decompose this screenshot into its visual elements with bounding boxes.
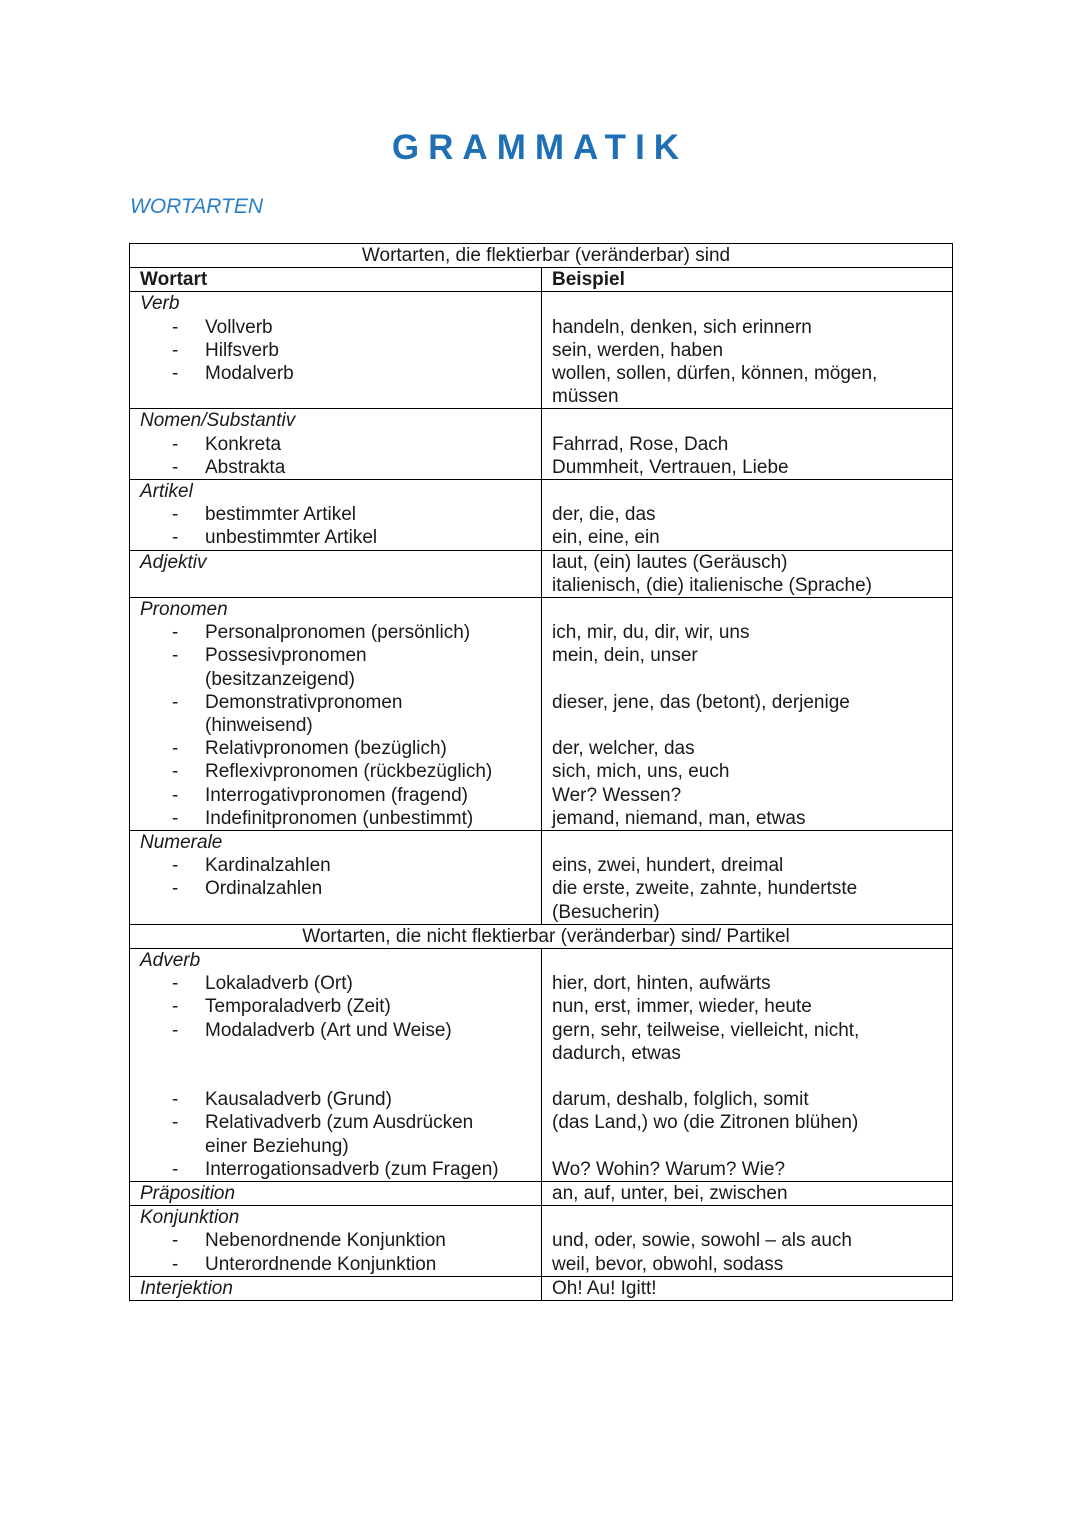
subitem-term <box>140 1019 541 1042</box>
term-text: Kardinalzahlen <box>205 855 331 877</box>
list-dash: - <box>172 527 179 549</box>
spacer <box>552 668 952 691</box>
example-line: laut, (ein) lautes (Geräusch) <box>552 551 788 573</box>
example-line: weil, bevor, obwohl, sodass <box>552 1253 784 1275</box>
group-row <box>130 831 953 925</box>
term-text: Konkreta <box>205 433 282 455</box>
example-line: ich, mir, du, dir, wir, uns <box>552 622 750 644</box>
term-text: Demonstrativpronomen <box>205 691 403 713</box>
term-text: Nebenordnende Konjunktion <box>205 1230 446 1252</box>
beispiel-cell <box>542 1276 953 1300</box>
term-text: Relativadverb (zum Ausdrücken <box>205 1112 474 1134</box>
spacer <box>552 1065 952 1088</box>
header-wortart: Wortart <box>130 268 542 292</box>
term-text: Abstrakta <box>205 456 286 478</box>
list-dash: - <box>172 1253 179 1275</box>
term-text: Ordinalzahlen <box>205 878 323 900</box>
wortart-cell <box>130 831 542 925</box>
beispiel-cell <box>542 409 953 480</box>
beispiel-cell <box>542 949 953 1182</box>
example-line: (das Land,) wo (die Zitronen blühen) <box>552 1112 859 1134</box>
subitem-term <box>140 877 541 900</box>
category-label: Präposition <box>140 1183 236 1205</box>
subitem-term <box>140 854 541 877</box>
subitem-term <box>140 621 541 644</box>
category-label: Adverb <box>140 950 201 972</box>
group-row <box>130 409 953 480</box>
list-dash: - <box>172 456 179 478</box>
subitem-term <box>140 1253 541 1276</box>
term-text: Possesivpronomen <box>205 645 367 667</box>
banner-row-nonflex <box>130 924 953 948</box>
example-line: Fahrrad, Rose, Dach <box>552 433 729 455</box>
spacer <box>552 598 952 621</box>
beispiel-cell <box>542 292 953 409</box>
list-dash: - <box>172 855 179 877</box>
example-line: der, welcher, das <box>552 738 695 760</box>
example-line: handeln, denken, sich erinnern <box>552 316 812 338</box>
term-text: Modaladverb (Art und Weise) <box>205 1019 452 1041</box>
subitem-term <box>140 972 541 995</box>
example-line: sein, werden, haben <box>552 339 724 361</box>
example-line: ein, eine, ein <box>552 527 660 549</box>
subitem-term <box>140 362 541 385</box>
beispiel-cell <box>542 598 953 831</box>
term-text: Lokaladverb (Ort) <box>205 973 353 995</box>
beispiel-cell <box>542 480 953 551</box>
list-dash: - <box>172 1158 179 1180</box>
list-dash: - <box>172 504 179 526</box>
group-row <box>130 598 953 831</box>
wortart-cell <box>130 1206 542 1277</box>
spacer <box>140 1065 541 1088</box>
example-line: mein, dein, unser <box>552 645 698 667</box>
term-text: unbestimmter Artikel <box>205 527 378 549</box>
group-row <box>130 550 953 597</box>
list-dash: - <box>172 433 179 455</box>
subitem-term <box>140 433 541 456</box>
subitem-term <box>140 760 541 783</box>
example-line: und, oder, sowie, sowohl – als auch <box>552 1230 852 1252</box>
subitem-term <box>140 526 541 549</box>
list-dash: - <box>172 973 179 995</box>
category-label: Verb <box>140 293 180 315</box>
wortart-cell <box>130 480 542 551</box>
term-text: Unterordnende Konjunktion <box>205 1253 437 1275</box>
term-text: Personalpronomen (persönlich) <box>205 622 471 644</box>
example-line: nun, erst, immer, wieder, heute <box>552 996 812 1018</box>
example-line: (Besucherin) <box>552 901 660 923</box>
group-row <box>130 1182 953 1206</box>
subitem-term <box>140 316 541 339</box>
example-line: Dummheit, Vertrauen, Liebe <box>552 456 789 478</box>
term-text: Relativpronomen (bezüglich) <box>205 738 447 760</box>
example-line: der, die, das <box>552 504 656 526</box>
example-line: die erste, zweite, zahnte, hundertste <box>552 878 858 900</box>
list-dash: - <box>172 1019 179 1041</box>
wortarten-table <box>129 243 953 1301</box>
beispiel-cell <box>542 1182 953 1206</box>
example-line: hier, dort, hinten, aufwärts <box>552 973 771 995</box>
example-line: italienisch, (die) italienische (Sprache) <box>552 574 872 596</box>
subitem-term <box>140 1229 541 1252</box>
term-text: (besitzanzeigend) <box>205 668 355 690</box>
subitem-term <box>140 691 541 714</box>
example-line: Wer? Wessen? <box>552 784 682 806</box>
subitem-term <box>140 456 541 479</box>
subitem-term <box>140 714 541 737</box>
list-dash: - <box>172 807 179 829</box>
term-text: Kausaladverb (Grund) <box>205 1089 392 1111</box>
term-text: (hinweisend) <box>205 715 313 737</box>
list-dash: - <box>172 761 179 783</box>
subitem-term <box>140 1111 541 1134</box>
category-label: Pronomen <box>140 599 228 621</box>
subitem-term <box>140 737 541 760</box>
spacer <box>552 714 952 737</box>
page-title: GRAMMATIK <box>391 128 689 167</box>
term-text: Interrogativpronomen (fragend) <box>205 784 468 806</box>
list-dash: - <box>172 784 179 806</box>
list-dash: - <box>172 1230 179 1252</box>
wortart-cell <box>130 409 542 480</box>
spacer <box>552 409 952 432</box>
subitem-term <box>140 668 541 691</box>
category-label: Nomen/Substantiv <box>140 410 296 432</box>
example-line: sich, mich, uns, euch <box>552 761 730 783</box>
spacer <box>552 292 952 315</box>
spacer <box>552 480 952 503</box>
subitem-term <box>140 1135 541 1158</box>
group-row <box>130 1276 953 1300</box>
beispiel-cell <box>542 550 953 597</box>
header-beispiel: Beispiel <box>542 268 953 292</box>
beispiel-cell <box>542 831 953 925</box>
wortart-cell <box>130 1182 542 1206</box>
wortart-cell <box>130 949 542 1182</box>
subitem-term <box>140 807 541 830</box>
banner-nicht-flektierbar: Wortarten, die nicht flektierbar (veränderbar) sind/ Partikel <box>130 924 953 948</box>
wortart-cell <box>130 292 542 409</box>
list-dash: - <box>172 339 179 361</box>
category-label: Adjektiv <box>140 551 207 573</box>
wortart-cell <box>130 1276 542 1300</box>
example-line: müssen <box>552 386 619 408</box>
list-dash: - <box>172 363 179 385</box>
spacer <box>552 949 952 972</box>
subitem-term <box>140 1158 541 1181</box>
example-line: Wo? Wohin? Warum? Wie? <box>552 1158 786 1180</box>
category-label: Artikel <box>140 481 193 503</box>
wortart-cell <box>130 550 542 597</box>
example-line: gern, sehr, teilweise, vielleicht, nicht, <box>552 1019 860 1041</box>
list-dash: - <box>172 691 179 713</box>
term-text: Reflexivpronomen (rückbezüglich) <box>205 761 493 783</box>
term-text: Indefinitpronomen (unbestimmt) <box>205 807 474 829</box>
term-text: bestimmter Artikel <box>205 504 356 526</box>
banner-flektierbar: Wortarten, die flektierbar (veränderbar) sind <box>130 244 953 268</box>
banner-row <box>130 244 953 268</box>
spacer <box>140 1042 541 1065</box>
example-line: jemand, niemand, man, etwas <box>552 807 806 829</box>
spacer <box>552 831 952 854</box>
section-title: WORTARTEN <box>130 195 264 218</box>
group-row <box>130 949 953 1182</box>
list-dash: - <box>172 738 179 760</box>
list-dash: - <box>172 996 179 1018</box>
list-dash: - <box>172 878 179 900</box>
header-row <box>130 268 953 292</box>
list-dash: - <box>172 1112 179 1134</box>
list-dash: - <box>172 645 179 667</box>
example-line: dieser, jene, das (betont), derjenige <box>552 691 850 713</box>
list-dash: - <box>172 622 179 644</box>
group-row <box>130 480 953 551</box>
example-line: wollen, sollen, dürfen, können, mögen, <box>552 363 878 384</box>
spacer <box>552 1135 952 1158</box>
subitem-term <box>140 339 541 362</box>
subitem-term <box>140 995 541 1018</box>
term-text: Modalverb <box>205 363 294 385</box>
spacer <box>140 901 541 924</box>
group-row <box>130 292 953 409</box>
subitem-term <box>140 503 541 526</box>
term-text: Vollverb <box>205 316 273 338</box>
example-line: Oh! Au! Igitt! <box>552 1277 657 1299</box>
category-label: Konjunktion <box>140 1207 240 1229</box>
category-label: Numerale <box>140 832 223 854</box>
term-text: einer Beziehung) <box>205 1135 349 1157</box>
example-line: eins, zwei, hundert, dreimal <box>552 855 784 877</box>
beispiel-cell <box>542 1206 953 1277</box>
example-line: an, auf, unter, bei, zwischen <box>552 1183 788 1205</box>
group-row <box>130 1206 953 1277</box>
wortart-cell <box>130 598 542 831</box>
list-dash: - <box>172 316 179 338</box>
spacer <box>140 385 541 408</box>
subitem-term <box>140 784 541 807</box>
term-text: Interrogationsadverb (zum Fragen) <box>205 1158 499 1180</box>
category-label: Interjektion <box>140 1277 233 1299</box>
subitem-term <box>140 644 541 667</box>
term-text: Temporaladverb (Zeit) <box>205 996 391 1018</box>
subitem-term <box>140 1088 541 1111</box>
list-dash: - <box>172 1089 179 1111</box>
term-text: Hilfsverb <box>205 339 279 361</box>
example-line: darum, deshalb, folglich, somit <box>552 1089 809 1111</box>
spacer <box>552 1206 952 1229</box>
example-line: dadurch, etwas <box>552 1042 681 1064</box>
